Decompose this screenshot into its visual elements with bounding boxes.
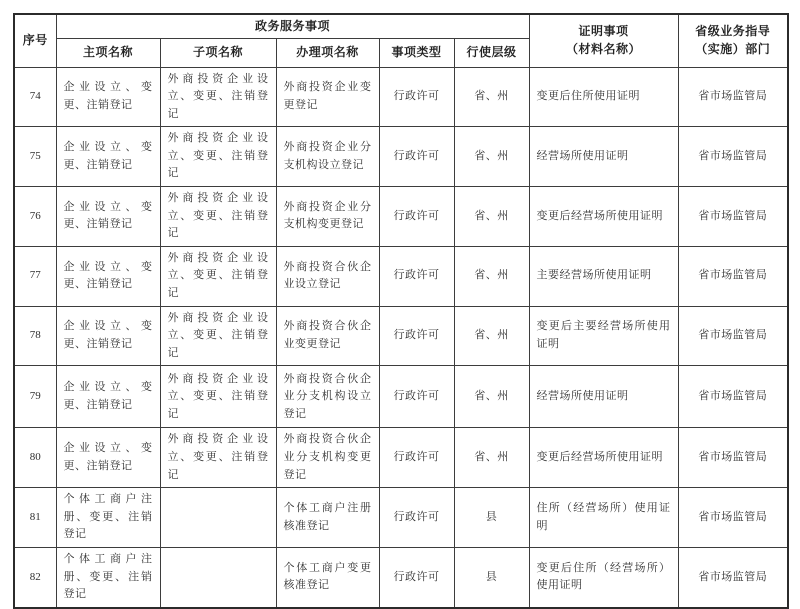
cell-item-type: 行政许可 <box>379 366 454 428</box>
cell-level: 省、州 <box>454 187 529 247</box>
cell-level: 省、州 <box>454 246 529 306</box>
table-body <box>14 67 788 608</box>
header-row-group <box>14 14 788 38</box>
cell-cert: 变更后经营场所使用证明 <box>529 428 678 488</box>
cell-cert: 变更后主要经营场所使用证明 <box>529 306 678 366</box>
cell-cert: 经营场所使用证明 <box>529 366 678 428</box>
cell-dept: 省市场监管局 <box>678 67 788 127</box>
cell-main-item: 企业设立、变更、注销登记 <box>56 246 160 306</box>
col-header-level: 行使层级 <box>454 38 529 67</box>
table-row <box>14 488 788 548</box>
cell-item-type: 行政许可 <box>379 488 454 548</box>
cell-item-type: 行政许可 <box>379 547 454 607</box>
cell-sub-item: 外商投资企业设立、变更、注销登记 <box>160 306 276 366</box>
cell-handle-item: 外商投资企业变更登记 <box>276 67 379 127</box>
cell-cert: 住所（经营场所）使用证明 <box>529 488 678 548</box>
table-row <box>14 67 788 127</box>
cell-dept: 省市场监管局 <box>678 366 788 428</box>
cell-item-type: 行政许可 <box>379 246 454 306</box>
cell-main-item: 企业设立、变更、注销登记 <box>56 366 160 428</box>
cell-handle-item: 外商投资合伙企业分支机构变更登记 <box>276 428 379 488</box>
table-header <box>14 14 788 67</box>
cell-item-type: 行政许可 <box>379 67 454 127</box>
cell-level: 省、州 <box>454 67 529 127</box>
col-header-main: 主项名称 <box>56 38 160 67</box>
table-row <box>14 127 788 187</box>
col-header-sub: 子项名称 <box>160 38 276 67</box>
col-header-serial: 序号 <box>14 14 56 67</box>
cell-serial: 80 <box>14 428 56 488</box>
cell-serial: 74 <box>14 67 56 127</box>
cell-serial: 79 <box>14 366 56 428</box>
cell-cert: 变更后住所使用证明 <box>529 67 678 127</box>
cell-sub-item: 外商投资企业设立、变更、注销登记 <box>160 428 276 488</box>
cell-sub-item: 外商投资企业设立、变更、注销登记 <box>160 187 276 247</box>
cell-dept: 省市场监管局 <box>678 187 788 247</box>
col-header-dept-line2: （实施）部门 <box>695 41 771 56</box>
cell-item-type: 行政许可 <box>379 187 454 247</box>
cell-handle-item: 个体工商户变更核准登记 <box>276 547 379 607</box>
cell-cert: 变更后经营场所使用证明 <box>529 187 678 247</box>
table-row <box>14 246 788 306</box>
cell-sub-item <box>160 547 276 607</box>
cell-sub-item: 外商投资企业设立、变更、注销登记 <box>160 366 276 428</box>
cell-handle-item: 外商投资企业分支机构变更登记 <box>276 187 379 247</box>
cell-cert: 变更后住所（经营场所）使用证明 <box>529 547 678 607</box>
cell-handle-item: 外商投资企业分支机构设立登记 <box>276 127 379 187</box>
cell-level: 县 <box>454 488 529 548</box>
col-header-cert-line1: 证明事项 <box>578 24 629 39</box>
cell-main-item: 企业设立、变更、注销登记 <box>56 67 160 127</box>
cell-item-type: 行政许可 <box>379 428 454 488</box>
service-items-table <box>13 13 789 609</box>
cell-serial: 76 <box>14 187 56 247</box>
cell-sub-item: 外商投资企业设立、变更、注销登记 <box>160 246 276 306</box>
cell-dept: 省市场监管局 <box>678 127 788 187</box>
cell-cert: 主要经营场所使用证明 <box>529 246 678 306</box>
cell-main-item: 企业设立、变更、注销登记 <box>56 187 160 247</box>
col-header-cert <box>529 14 678 67</box>
cell-main-item: 企业设立、变更、注销登记 <box>56 306 160 366</box>
col-header-type: 事项类型 <box>379 38 454 67</box>
cell-serial: 77 <box>14 246 56 306</box>
cell-dept: 省市场监管局 <box>678 488 788 548</box>
cell-sub-item: 外商投资企业设立、变更、注销登记 <box>160 67 276 127</box>
cell-sub-item <box>160 488 276 548</box>
cell-dept: 省市场监管局 <box>678 428 788 488</box>
cell-dept: 省市场监管局 <box>678 547 788 607</box>
table-row <box>14 187 788 247</box>
cell-serial: 78 <box>14 306 56 366</box>
cell-item-type: 行政许可 <box>379 127 454 187</box>
cell-main-item: 个体工商户注册、变更、注销登记 <box>56 488 160 548</box>
cell-handle-item: 外商投资合伙企业设立登记 <box>276 246 379 306</box>
cell-level: 县 <box>454 547 529 607</box>
cell-item-type: 行政许可 <box>379 306 454 366</box>
cell-main-item: 企业设立、变更、注销登记 <box>56 428 160 488</box>
col-header-group-service: 政务服务事项 <box>56 14 529 38</box>
cell-dept: 省市场监管局 <box>678 246 788 306</box>
cell-level: 省、州 <box>454 127 529 187</box>
cell-serial: 81 <box>14 488 56 548</box>
cell-cert: 经营场所使用证明 <box>529 127 678 187</box>
cell-main-item: 个体工商户注册、变更、注销登记 <box>56 547 160 607</box>
table-row <box>14 306 788 366</box>
cell-sub-item: 外商投资企业设立、变更、注销登记 <box>160 127 276 187</box>
cell-main-item: 企业设立、变更、注销登记 <box>56 127 160 187</box>
col-header-cert-line2: （材料名称） <box>566 41 642 56</box>
cell-level: 省、州 <box>454 306 529 366</box>
table-row <box>14 428 788 488</box>
table-row <box>14 366 788 428</box>
col-header-dept-line1: 省级业务指导 <box>695 24 771 39</box>
cell-serial: 82 <box>14 547 56 607</box>
cell-dept: 省市场监管局 <box>678 306 788 366</box>
col-header-handle: 办理项名称 <box>276 38 379 67</box>
cell-level: 省、州 <box>454 366 529 428</box>
cell-serial: 75 <box>14 127 56 187</box>
col-header-dept <box>678 14 788 67</box>
cell-handle-item: 外商投资合伙企业分支机构设立登记 <box>276 366 379 428</box>
table-row <box>14 547 788 607</box>
cell-handle-item: 外商投资合伙企业变更登记 <box>276 306 379 366</box>
cell-handle-item: 个体工商户注册核准登记 <box>276 488 379 548</box>
cell-level: 省、州 <box>454 428 529 488</box>
